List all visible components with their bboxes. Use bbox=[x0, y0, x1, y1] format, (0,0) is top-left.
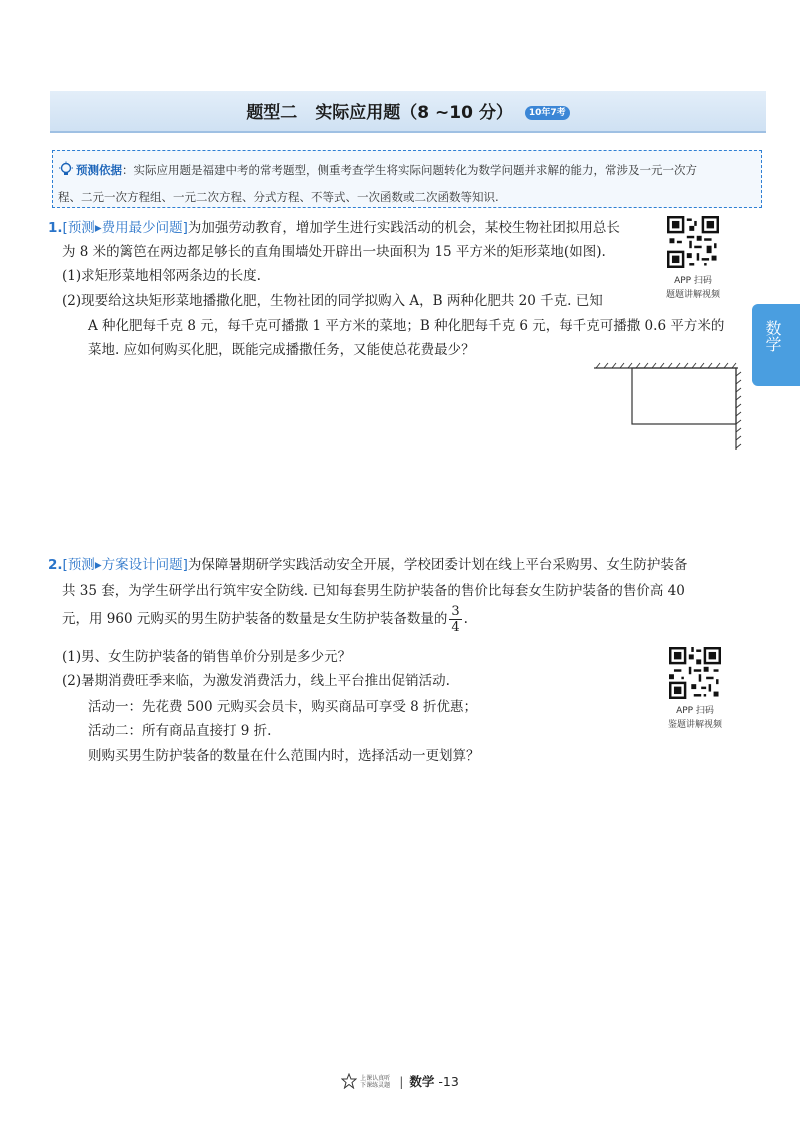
q2-activity-1: 活动一：先花费 500 元购买会员卡，购买商品可享受 8 折优惠； bbox=[88, 699, 478, 715]
q1-part-2-line-2: A 种化肥每千克 8 元，每千克可播撒 1 平方米的菜地；B 种化肥每千克 6 元，每千克可播撒 0.6 平方米的 bbox=[88, 318, 725, 334]
subject-side-tab-label: 数学 bbox=[763, 320, 782, 352]
q1-part-2-line-1: (2)现要给这块矩形菜地播撒化肥，生物社团的同学拟购入 A，B 两种化肥共 20 千克. 已知 bbox=[62, 293, 603, 309]
q2-text-1: 为保障暑期研学实践活动安全开展，学校团委计划在线上平台采购男、女生防护装备 bbox=[187, 557, 688, 573]
section-type: 题型二 bbox=[246, 103, 298, 123]
q1-part-2-line-3: 菜地. 应如何购买化肥，既能完成播撒任务，又能使总花费最少？ bbox=[88, 342, 475, 358]
q2-line-1 bbox=[48, 555, 687, 575]
section-header bbox=[50, 98, 766, 123]
star-mascot-icon bbox=[341, 1073, 357, 1089]
section-title: 实际应用题（8 ~10 分） bbox=[315, 103, 513, 123]
basis-label: 预测依据 bbox=[76, 163, 122, 177]
q2-part-1: (1)男、女生防护装备的销售单价分别是多少元？ bbox=[62, 649, 352, 665]
q1-line-1 bbox=[48, 218, 620, 238]
q2-ask: 则购买男生防护装备的数量在什么范围内时，选择活动一更划算？ bbox=[88, 748, 480, 764]
q2-text-3: 元，用 960 元购买的男生防护装备的数量是女生防护装备数量的 $\frac{3}{4}$ . bbox=[62, 604, 468, 635]
page-number: -13 bbox=[438, 1074, 459, 1089]
q2-tag: [预测▸方案设计问题] bbox=[62, 557, 188, 573]
q1-text-1: 为加强劳动教育，增加学生进行实践活动的机会，某校生物社团拟用总长 bbox=[187, 220, 620, 236]
q1-part-1: (1)求矩形菜地相邻两条边的长度. bbox=[62, 268, 261, 284]
q1-qr-code[interactable] bbox=[667, 216, 719, 268]
q2-text-2: 共 35 套，为学生研学出行筑牢安全防线. 已知每套男生防护装备的售价比每套女生防护装备的售价高 40 bbox=[62, 583, 685, 599]
page-footer bbox=[0, 1072, 800, 1090]
q1-text-2: 为 8 米的篱笆在两边都足够长的直角围墙处开辟出一块面积为 15 平方米的矩形菜地(如图). bbox=[62, 244, 606, 260]
q1-figure-wall-rectangle bbox=[592, 362, 742, 452]
q2-part-2: (2)暑期消费旺季来临，为激发消费活力，线上平台推出促销活动. bbox=[62, 673, 450, 689]
q2-fraction: $\frac{3}{4}$ bbox=[451, 604, 460, 635]
q1-qr-caption: APP 扫码 题题讲解视频 bbox=[665, 276, 720, 300]
q2-qr-code[interactable] bbox=[669, 647, 721, 699]
q2-activity-2: 活动二：所有商品直接打 9 折. bbox=[88, 723, 272, 739]
q2-number: 2. bbox=[48, 557, 63, 573]
footer-slogan: 上课认真听 下课练灵题 bbox=[360, 1075, 391, 1089]
frequency-badge: 10年7考 bbox=[525, 106, 570, 120]
footer-separator: | bbox=[399, 1074, 404, 1089]
basis-line-1: ：实际应用题是福建中考的常考题型，侧重考查学生将实际问题转化为数学问题并求解的能力，常涉及一元一次方 bbox=[122, 163, 697, 177]
basis-line-2: 程、二元一次方程组、一元二次方程、分式方程、不等式、一次函数或二次函数等知识. bbox=[58, 190, 499, 204]
q2-qr-caption: APP 扫码 鉴题讲解视频 bbox=[667, 706, 722, 730]
footer-subject: 数学 bbox=[409, 1074, 435, 1089]
prediction-basis-text bbox=[58, 157, 756, 211]
q1-number: 1. bbox=[48, 220, 63, 236]
q1-tag: [预测▸费用最少问题] bbox=[62, 220, 188, 236]
lightbulb-icon bbox=[58, 161, 74, 177]
